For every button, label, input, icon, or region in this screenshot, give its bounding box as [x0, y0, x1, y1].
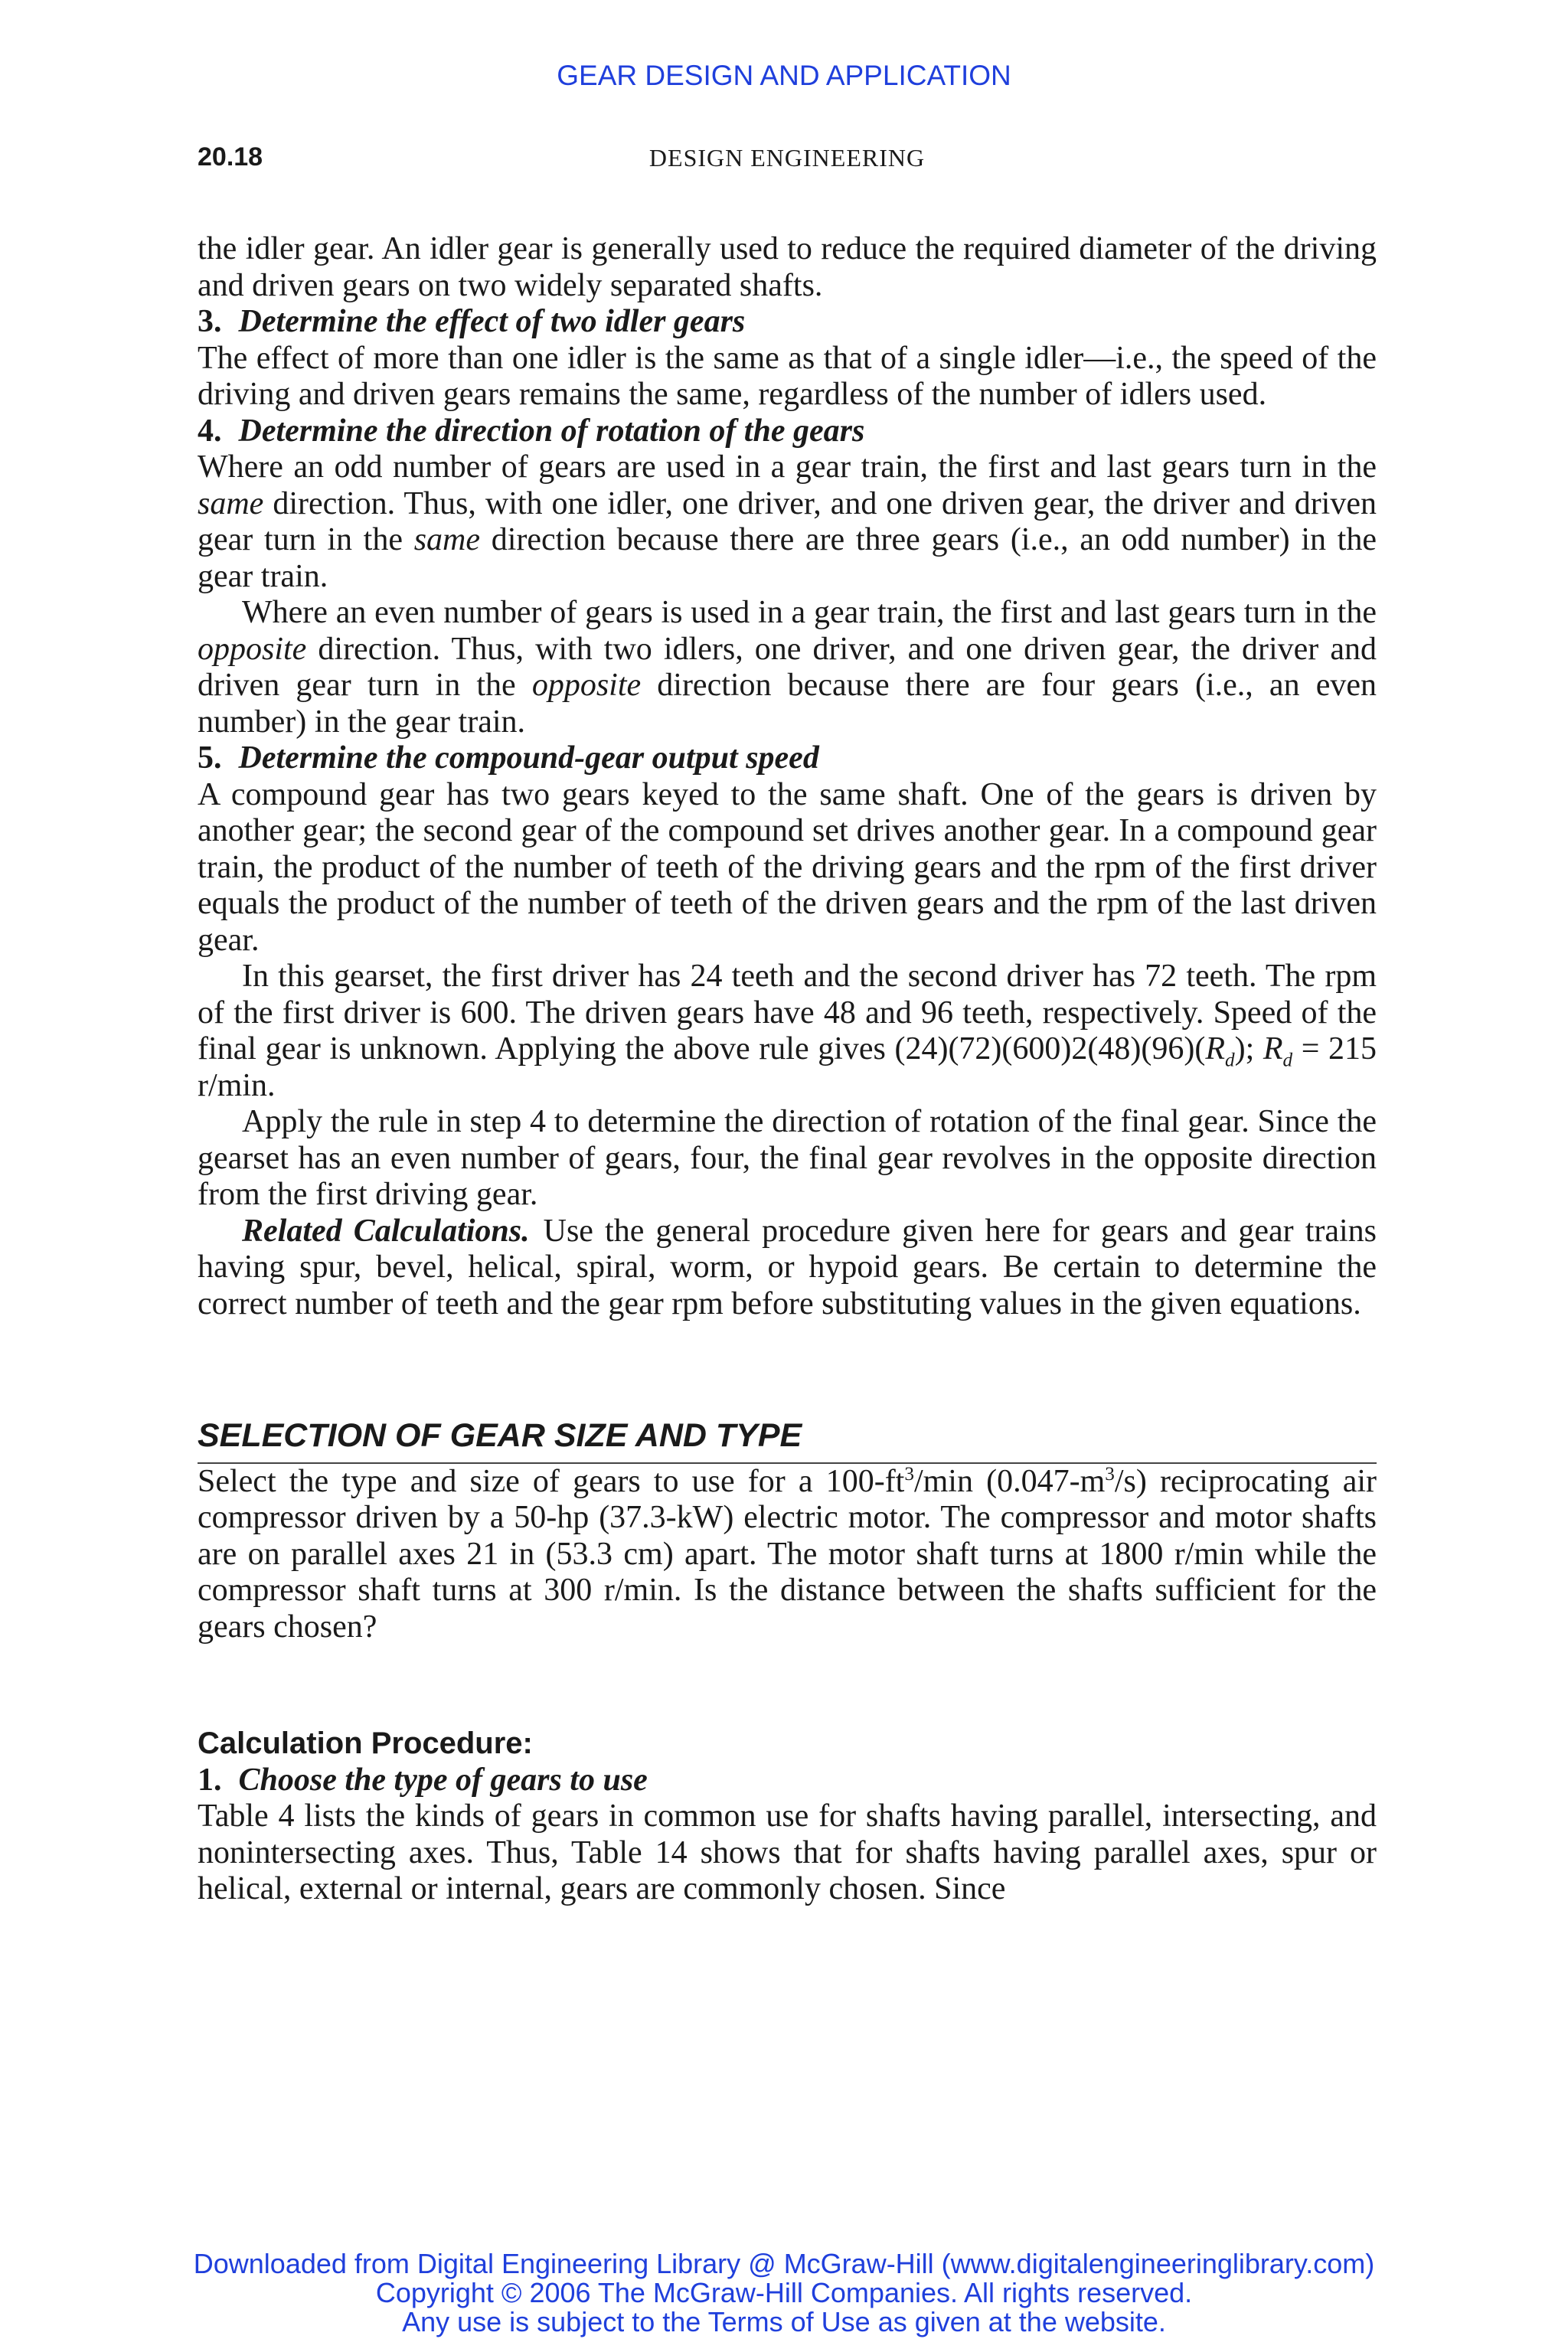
step-number: 1.: [198, 1762, 222, 1798]
emphasis: same: [198, 485, 264, 521]
text-run: direction. Thus, with one idler, one driver, and one driven gear, the driver and driven gear turn in the: [198, 485, 1377, 557]
step-number: 5.: [198, 740, 222, 776]
running-head: [198, 142, 1377, 181]
step-5-paragraph-2: [198, 959, 1377, 1104]
math-variable: R: [1263, 1031, 1283, 1067]
math-variable: R: [1205, 1031, 1225, 1067]
paragraph-intro: the idler gear. An idler gear is generally used to reduce the required diameter of the driving and driven gears on two widely separated shafts.: [198, 231, 1377, 303]
math-subscript: d: [1282, 1050, 1293, 1071]
footer-download-link[interactable]: Downloaded from Digital Engineering Library @ McGraw-Hill (www.digitalengineeringlibrary.com): [193, 2248, 1375, 2279]
problem-statement: [198, 1464, 1377, 1646]
calc-step-1-heading: [198, 1762, 1377, 1799]
step-title: Choose the type of gears to use: [238, 1762, 648, 1798]
step-5-paragraph-3: Apply the rule in step 4 to determine the direction of rotation of the final gear. Since the gearset has an even number of gears, four, the final gear revolves in the opposite direction from the first driving gear.: [198, 1104, 1377, 1212]
superscript: 3: [904, 1463, 914, 1485]
emphasis: opposite: [198, 631, 307, 667]
chapter-link[interactable]: GEAR DESIGN AND APPLICATION: [557, 60, 1011, 91]
step-4-heading: [198, 413, 1377, 450]
page-body: [198, 231, 1377, 1908]
calculation-procedure-heading: Calculation Procedure:: [198, 1726, 533, 1760]
related-calculations-text: Use the general procedure given here for gears and gear trains having spur, bevel, helical, spiral, worm, or hypoid gears. Be certain to determine the correct number of teeth and the gear rpm before substituting values in the given equations.: [198, 1213, 1377, 1321]
step-3-heading: [198, 304, 1377, 341]
step-title: Determine the compound-gear output speed: [238, 740, 819, 776]
emphasis: opposite: [531, 668, 642, 703]
step-4-paragraph-2: [198, 595, 1377, 740]
text-run: );: [1234, 1031, 1263, 1067]
text-run: direction. Thus, with two idlers, one driver, and one driven gear, the driver and driven gear turn in the: [198, 631, 1377, 703]
step-number: 3.: [198, 304, 222, 339]
footer-terms[interactable]: Any use is subject to the Terms of Use as given at the website.: [402, 2306, 1166, 2337]
step-title: Determine the effect of two idler gears: [238, 304, 746, 339]
text-run: direction because there are four gears (i.e., an even number) in the gear train.: [198, 668, 1377, 740]
related-calculations-title: Related Calculations.: [242, 1213, 530, 1249]
text-run: = 215 r/min.: [198, 1031, 1377, 1103]
step-number: 4.: [198, 413, 222, 449]
section-title: SELECTION OF GEAR SIZE AND TYPE: [198, 1418, 1377, 1464]
superscript: 3: [1105, 1463, 1115, 1485]
related-calculations: [198, 1214, 1377, 1323]
calc-step-1-text: Table 4 lists the kinds of gears in common use for shafts having parallel, intersecting, and nonintersecting axes. Thus, Table 14 shows that for shafts having parallel axes, spur or helical, external or internal, gears are commonly chosen. Since: [198, 1798, 1377, 1906]
step-5-heading: [198, 740, 1377, 777]
text-run: In this gearset, the first driver has 24 teeth and the second driver has 72 teeth. The rpm of the first driver is 600. The driven gears have 48 and 96 teeth, respectively. Speed of the final gear is unknown. Applying the above rule gives (24)(72)(600)2(48)(96)(: [198, 959, 1377, 1067]
running-title: DESIGN ENGINEERING: [648, 144, 926, 172]
footer-copyright: Copyright © 2006 The McGraw-Hill Companies. All rights reserved.: [375, 2277, 1193, 2308]
page-number: 20.18: [198, 142, 263, 172]
emphasis: same: [413, 522, 481, 557]
text-run: Where an even number of gears is used in a gear train, the first and last gears turn in the: [242, 595, 1377, 630]
text-run: Select the type and size of gears to use for a 100-ft: [198, 1463, 905, 1499]
text-run: direction because there are three gears (i.e., an odd number) in the gear train.: [198, 522, 1377, 594]
text-run: /s) reciprocating air compressor driven by a 50-hp (37.3-kW) electric motor. The compressor and motor shafts are on parallel axes 21 in (53.3 cm) apart. The motor shaft turns at 1800 r/min while the compressor shaft turns at 300 r/min. Is the distance between the shafts sufficient for the gears chosen?: [198, 1463, 1377, 1645]
text-run: Where an odd number of gears are used in a gear train, the first and last gears turn in the: [198, 449, 1377, 485]
step-4-paragraph-1: [198, 449, 1377, 595]
footer: [0, 2249, 1568, 2337]
step-3-text: The effect of more than one idler is the same as that of a single idler—i.e., the speed of the driving and driven gears remains the same, regardless of the number of idlers used.: [198, 340, 1377, 412]
text-run: /min (0.047-m: [913, 1463, 1106, 1499]
step-title: Determine the direction of rotation of the gears: [238, 413, 865, 449]
math-subscript: d: [1224, 1050, 1235, 1071]
step-5-paragraph-1: A compound gear has two gears keyed to the same shaft. One of the gears is driven by another gear; the second gear of the compound set drives another gear. In a compound gear train, the product of the number of teeth of the driving gears and the rpm of the first driver equals the product of the number of teeth of the driven gears and the rpm of the last driven gear.: [198, 776, 1377, 958]
